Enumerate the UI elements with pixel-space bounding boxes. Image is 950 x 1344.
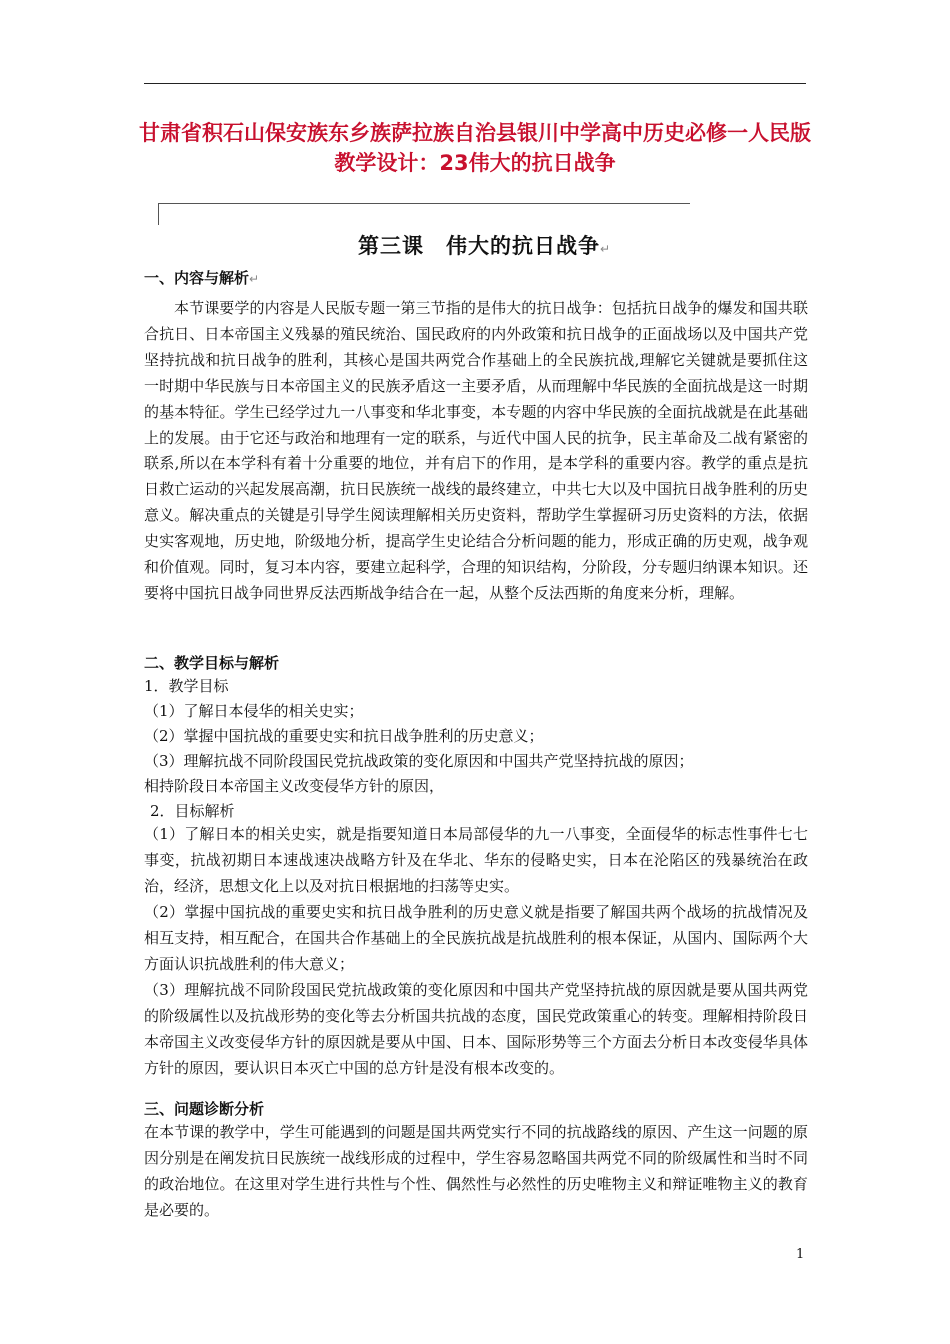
section1-heading: 一、内容与解析 [144,269,250,287]
goals-subheading: 1．教学目标 [144,677,229,695]
goal-item-3: （3）理解抗战不同阶段国民党抗战政策的变化原因和中国共产党坚持抗战的原因； [144,752,694,770]
paragraph-mark-icon: ↵ [600,242,612,256]
page-number: 1 [796,1247,805,1262]
lesson-title: 第三课 伟大的抗日战争 [358,234,600,258]
goal-item-4: 相持阶段日本帝国主义改变侵华方针的原因， [144,777,445,795]
analysis-item-1: （1）了解日本的相关史实，就是指要知道日本局部侵华的九一八事变，全面侵华的标志性事件七七事变，抗战初期日本速战速决战略方针及在华北、华东的侵略史实，日本在沦陷区的残暴统治在政治，经济，思想文化上以及对抗日根据地的扫荡等史实。 [144,825,808,895]
paragraph-mark-icon: ↵ [249,272,260,286]
header-rule-tick [158,203,159,225]
section2-heading: 二、教学目标与解析 [144,654,280,672]
section1-heading-wrap [144,267,259,288]
document-title: 甘肃省积石山保安族东乡族萨拉族自治县银川中学高中历史必修一人民版教学设计：23伟大的抗日战争 [139,121,811,175]
section3-heading: 三、问题诊断分析 [144,1100,265,1118]
analysis-subheading: 2．目标解析 [150,802,235,820]
lesson-title-wrap [358,230,611,260]
section3-body: 在本节课的教学中，学生可能遇到的问题是国共两党实行不同的抗战路线的原因、产生这一问题的原因分别是在阐发抗日民族统一战线形成的过程中，学生容易忽略国共两党不同的阶级属性和当时不同的政治地位。在这里对学生进行共性与个性、偶然性与必然性的历史唯物主义和辩证唯物主义的教育是必要的。 [144,1123,808,1219]
goal-item-1: （1）了解日本侵华的相关史实； [144,702,364,720]
analysis-item-2: （2）掌握中国抗战的重要史实和抗日战争胜利的历史意义就是指要了解国共两个战场的抗战情况及相互支持，相互配合，在国共合作基础上的全民族抗战是抗战胜利的根本保证，从国内、国际两个大方面认识抗战胜利的伟大意义； [144,903,808,973]
header-rule [158,203,690,204]
top-rule [144,83,806,84]
goal-item-2: （2）掌握中国抗战的重要史实和抗日战争胜利的历史意义； [144,727,544,745]
section1-body: 本节课要学的内容是人民版专题一第三节指的是伟大的抗日战争：包括抗日战争的爆发和国共联合抗日、日本帝国主义残暴的殖民统治、国民政府的内外政策和抗日战争的正面战场以及中国共产党坚持抗战和抗日战争的胜利，其核心是国共两党合作基础上的全民族抗战,理解它关键就是要抓住这一时期中华民族与日本帝国主义的民族矛盾这一主要矛盾，从而理解中华民族的全面抗战是这一时期的基本特征。学生已经学过九一八事变和华北事变，本专题的内容中华民族的全面抗战就是在此基础上的发展。由于它还与政治和地理有一定的联系，与近代中国人民的抗争，民主革命及二战有紧密的联系,所以在本学科有着十分重要的地位，并有启下的作用，是本学科的重要内容。教学的重点是抗日救亡运动的兴起发展高潮，抗日民族统一战线的最终建立，中共七大以及中国抗日战争胜利的历史意义。解决重点的关键是引导学生阅读理解相关历史资料，帮助学生掌握研习历史资料的方法，依据史实客观地，历史地，阶级地分析，提高学生史论结合分析问题的能力，形成正确的历史观，战争观和价值观。同时，复习本内容，要建立起科学，合理的知识结构，分阶段，分专题归纳课本知识。还要将中国抗日战争同世界反法西斯战争结合在一起，从整个反法西斯的角度来分析，理解。 [144,299,808,602]
analysis-item-3: （3）理解抗战不同阶段国民党抗战政策的变化原因和中国共产党坚持抗战的原因就是要从国共两党的阶级属性以及抗战形势的变化等去分析国共抗战的态度，国民党政策重心的转变。理解相持阶段日本帝国主义改变侵华方针的原因就是要从中国、日本、国际形势等三个方面去分析日本改变侵华具体方针的原因，要认识日本灭亡中国的总方针是没有根本改变的。 [144,981,808,1077]
